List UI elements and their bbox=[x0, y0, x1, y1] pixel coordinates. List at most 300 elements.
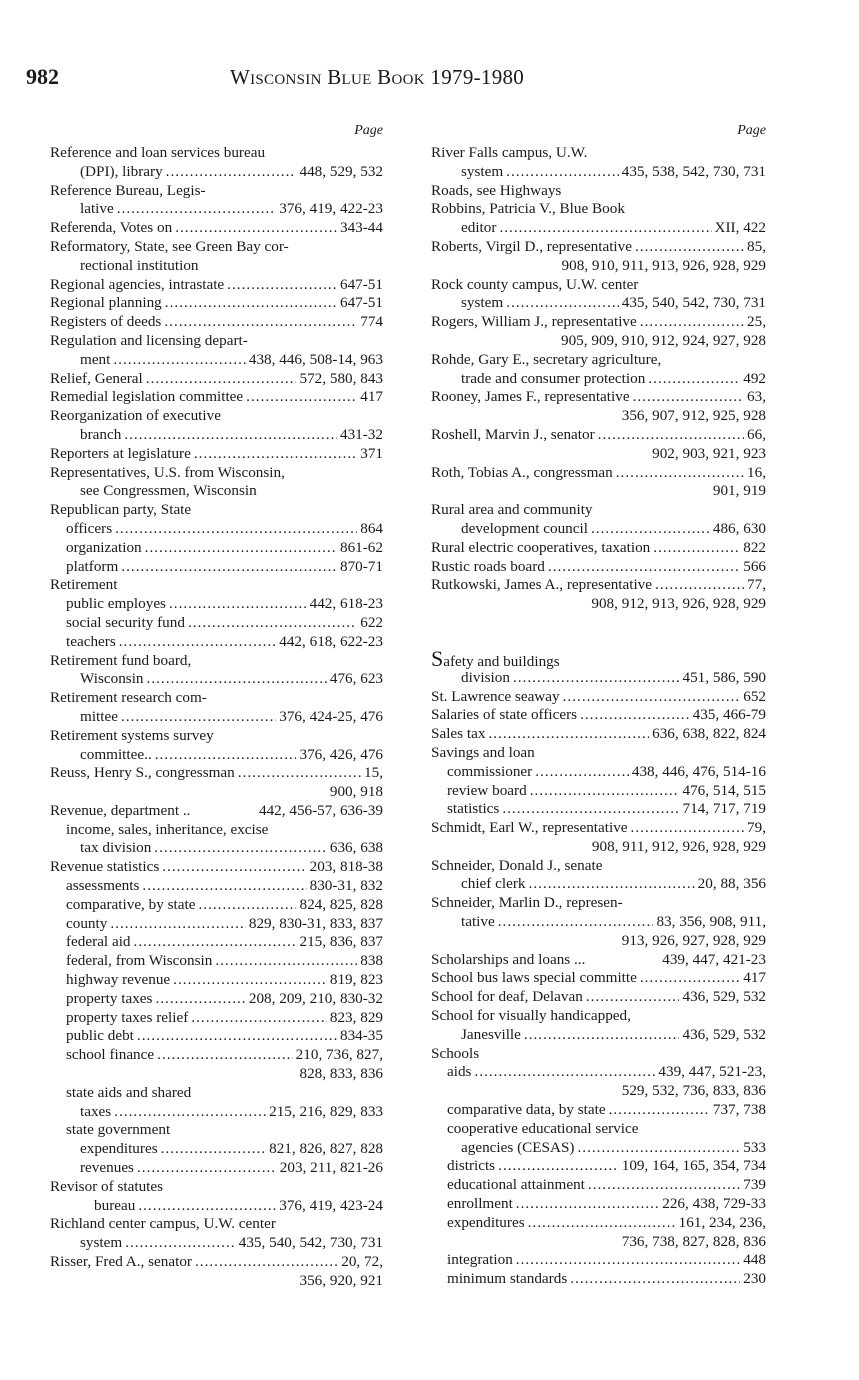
page-references: 436, 529, 532 bbox=[682, 988, 766, 1006]
dot-leader bbox=[137, 1027, 337, 1046]
entry-text: Rustic roads board bbox=[431, 557, 545, 575]
dot-leader bbox=[134, 933, 297, 952]
index-entry bbox=[50, 670, 383, 689]
index-entry bbox=[431, 558, 766, 577]
page-references: 448, 529, 532 bbox=[299, 162, 383, 180]
index-entry bbox=[431, 182, 766, 201]
entry-text: Reuss, Henry S., congressman bbox=[50, 764, 235, 782]
entry-text: Registers of deeds bbox=[50, 313, 162, 331]
index-entry-continuation bbox=[50, 1272, 383, 1291]
dot-leader bbox=[586, 988, 680, 1007]
entry-text: Schneider, Marlin D., represen- bbox=[431, 894, 623, 912]
dot-leader bbox=[598, 426, 744, 445]
index-entry bbox=[50, 821, 383, 840]
dot-leader bbox=[227, 276, 337, 295]
dot-leader bbox=[195, 1253, 338, 1272]
page-column-label: Page bbox=[354, 123, 383, 138]
index-entry bbox=[50, 482, 383, 501]
dot-leader bbox=[162, 858, 306, 877]
index-entry bbox=[431, 1120, 766, 1139]
index-entry bbox=[431, 669, 766, 688]
index-entry bbox=[431, 1195, 766, 1214]
entry-text: bureau bbox=[94, 1196, 136, 1214]
dot-leader bbox=[655, 576, 744, 595]
running-title: Wisconsin Blue Book 1979-1980 bbox=[230, 65, 525, 89]
page-references: 442, 618, 622-23 bbox=[279, 632, 383, 650]
entry-text: St. Lawrence seaway bbox=[431, 687, 560, 705]
index-entry bbox=[50, 614, 383, 633]
page-references: 109, 164, 165, 354, 734 bbox=[621, 1157, 766, 1175]
index-entry bbox=[50, 144, 383, 163]
index-entry bbox=[50, 520, 383, 539]
page-references: 822 bbox=[743, 538, 766, 556]
entry-text: Safety and buildings bbox=[431, 645, 560, 671]
page-references: 823, 829 bbox=[329, 1008, 383, 1026]
entry-text: tax division bbox=[80, 839, 152, 857]
entry-text: assessments bbox=[66, 877, 140, 895]
dot-leader bbox=[121, 558, 337, 577]
index-entry bbox=[50, 1027, 383, 1046]
dot-leader bbox=[155, 990, 245, 1009]
entry-text: Revenue, department .. bbox=[50, 801, 191, 819]
entry-text: Roshell, Marvin J., senator bbox=[431, 425, 595, 443]
entry-text: chief clerk bbox=[461, 875, 526, 893]
index-entry bbox=[431, 1007, 766, 1026]
entry-text: Relief, General bbox=[50, 369, 143, 387]
entry-text: Revenue statistics bbox=[50, 858, 160, 876]
entry-text: Referenda, Votes on bbox=[50, 219, 173, 237]
dot-leader bbox=[157, 1046, 293, 1065]
page-references: 566 bbox=[743, 557, 766, 575]
page-references: 451, 586, 590 bbox=[682, 668, 766, 686]
dot-leader bbox=[640, 969, 740, 988]
entry-text: Schools bbox=[431, 1044, 480, 1062]
entry-text: Retirement bbox=[50, 576, 118, 594]
entry-text: state aids and shared bbox=[66, 1083, 192, 1101]
page-references: 622 bbox=[360, 613, 383, 631]
index-entry-continuation bbox=[431, 838, 766, 857]
entry-text: Richland center campus, U.W. center bbox=[50, 1215, 276, 1233]
entry-text: taxes bbox=[80, 1102, 112, 1120]
index-entry-continuation bbox=[431, 1082, 766, 1101]
index-entry bbox=[50, 426, 383, 445]
page-references: 417 bbox=[360, 388, 383, 406]
entry-text: Revisor of statutes bbox=[50, 1177, 164, 1195]
page-references: 436, 529, 532 bbox=[682, 1025, 766, 1043]
entry-text: property taxes relief bbox=[66, 1008, 189, 1026]
page-references: 435, 540, 542, 730, 731 bbox=[238, 1234, 383, 1252]
index-entry bbox=[50, 407, 383, 426]
dot-leader bbox=[114, 1103, 266, 1122]
index-entry bbox=[50, 558, 383, 577]
index-entry-continuation bbox=[50, 783, 383, 802]
entry-text: River Falls campus, U.W. bbox=[431, 144, 588, 161]
index-entry bbox=[50, 1009, 383, 1028]
dot-leader bbox=[498, 1157, 619, 1176]
index-entry bbox=[50, 276, 383, 295]
page-references: 203, 211, 821-26 bbox=[279, 1159, 383, 1177]
dot-leader bbox=[124, 426, 337, 445]
page-references: 901, 919 bbox=[712, 482, 766, 500]
index-entry bbox=[50, 464, 383, 483]
entry-text: county bbox=[66, 914, 108, 932]
entry-text: Remedial legislation committee bbox=[50, 388, 244, 406]
page-references: 870-71 bbox=[339, 557, 383, 575]
page-header bbox=[26, 64, 826, 94]
entry-text: system bbox=[80, 1234, 123, 1252]
page-references: 476, 623 bbox=[329, 670, 383, 688]
dot-leader bbox=[488, 725, 649, 744]
index-entry bbox=[50, 689, 383, 708]
dot-leader bbox=[175, 219, 337, 238]
page-references: 636, 638, 822, 824 bbox=[652, 725, 766, 743]
dot-leader bbox=[609, 1101, 710, 1120]
dot-leader bbox=[161, 1140, 266, 1159]
entry-text: committee.. bbox=[80, 745, 152, 763]
entry-text: review board bbox=[447, 781, 527, 799]
page-references: 16, bbox=[747, 463, 766, 481]
entry-text: integration bbox=[447, 1251, 513, 1269]
index-entry bbox=[431, 1157, 766, 1176]
entry-text: Reporters at legislature bbox=[50, 444, 191, 462]
page-references: 913, 926, 927, 928, 929 bbox=[621, 931, 766, 949]
index-entry bbox=[50, 839, 383, 858]
entry-text: social security fund bbox=[66, 613, 185, 631]
dot-leader bbox=[524, 1026, 680, 1045]
entry-text: federal, from Wisconsin bbox=[66, 952, 213, 970]
entry-text: Regulation and licensing depart- bbox=[50, 331, 248, 349]
index-entry bbox=[431, 1045, 766, 1064]
index-entry-continuation bbox=[431, 595, 766, 614]
page-references: 908, 911, 912, 926, 928, 929 bbox=[591, 837, 766, 855]
page-references: 376, 426, 476 bbox=[299, 745, 383, 763]
page-references: 442, 456-57, 636-39 bbox=[258, 801, 383, 819]
dot-leader bbox=[117, 200, 276, 219]
entry-text: federal aid bbox=[66, 933, 131, 951]
page-references: 77, bbox=[747, 576, 766, 594]
page-references: 356, 920, 921 bbox=[299, 1271, 383, 1289]
index-entry bbox=[431, 388, 766, 407]
index-entry bbox=[50, 764, 383, 783]
dot-leader bbox=[198, 896, 296, 915]
index-entry bbox=[50, 1084, 383, 1103]
page-references: 343-44 bbox=[339, 219, 383, 237]
page-references: 828, 833, 836 bbox=[299, 1065, 383, 1083]
dot-leader bbox=[580, 706, 690, 725]
index-entry bbox=[50, 595, 383, 614]
index-entry bbox=[50, 1253, 383, 1272]
entry-text: Rutkowski, James A., representative bbox=[431, 576, 653, 594]
dot-leader bbox=[115, 520, 357, 539]
dot-leader bbox=[119, 633, 276, 652]
page-references: 439, 447, 421-23 bbox=[662, 950, 766, 968]
index-entry-continuation bbox=[50, 1065, 383, 1084]
entry-text: Regional agencies, intrastate bbox=[50, 275, 225, 293]
entry-text: expenditures bbox=[447, 1213, 525, 1231]
page-references: 774 bbox=[360, 313, 383, 331]
entry-text: Scholarships and loans ... bbox=[431, 950, 586, 968]
index-entry bbox=[50, 896, 383, 915]
index-entry bbox=[50, 332, 383, 351]
dot-leader bbox=[653, 539, 740, 558]
page-references: 376, 424-25, 476 bbox=[279, 707, 383, 725]
entry-text: lative bbox=[80, 200, 114, 218]
index-entry bbox=[50, 971, 383, 990]
index-entry bbox=[50, 388, 383, 407]
page-references: 824, 825, 828 bbox=[299, 895, 383, 913]
entry-text: Regional planning bbox=[50, 294, 162, 312]
dot-leader bbox=[146, 370, 297, 389]
index-entry bbox=[431, 576, 766, 595]
page-references: 215, 836, 837 bbox=[299, 933, 383, 951]
page-references: 647-51 bbox=[339, 275, 383, 293]
page-references: 15, bbox=[364, 764, 383, 782]
index-entry bbox=[50, 727, 383, 746]
dot-leader bbox=[169, 595, 307, 614]
entry-text: editor bbox=[461, 219, 497, 237]
entry-text: division bbox=[461, 668, 510, 686]
entry-text: see Congressmen, Wisconsin bbox=[80, 482, 257, 500]
entry-text: Retirement fund board, bbox=[50, 651, 192, 669]
page-references: 714, 717, 719 bbox=[682, 800, 766, 818]
page-references: 652 bbox=[743, 687, 766, 705]
dot-leader bbox=[238, 764, 361, 783]
index-entry bbox=[50, 1234, 383, 1253]
entry-text: Retirement systems survey bbox=[50, 726, 214, 744]
dot-leader bbox=[138, 1197, 276, 1216]
page-references: 356, 907, 912, 925, 928 bbox=[621, 407, 766, 425]
entry-text: system bbox=[461, 162, 504, 180]
index-entry bbox=[50, 633, 383, 652]
page-references: 636, 638 bbox=[329, 839, 383, 857]
index-entry bbox=[431, 219, 766, 238]
dot-leader bbox=[577, 1139, 740, 1158]
entry-text: Rural electric cooperatives, taxation bbox=[431, 538, 651, 556]
page-references: 486, 630 bbox=[712, 519, 766, 537]
entry-text: Representatives, U.S. from Wisconsin, bbox=[50, 463, 285, 481]
entry-text: ment bbox=[80, 350, 111, 368]
page-references: 83, 356, 908, 911, bbox=[656, 913, 766, 931]
entry-text: Rohde, Gary E., secretary agriculture, bbox=[431, 350, 662, 368]
page-references: XII, 422 bbox=[714, 219, 766, 237]
index-entry bbox=[50, 1103, 383, 1122]
index-entries-left bbox=[50, 144, 383, 1291]
entry-text: organization bbox=[66, 538, 142, 556]
page-references: 819, 823 bbox=[329, 971, 383, 989]
index-entry bbox=[50, 990, 383, 1009]
index-entry bbox=[431, 294, 766, 313]
entry-text: Robbins, Patricia V., Blue Book bbox=[431, 200, 625, 218]
entry-text: Reformatory, State, see Green Bay cor- bbox=[50, 237, 289, 255]
page-references: 864 bbox=[360, 519, 383, 537]
index-entry bbox=[431, 688, 766, 707]
entry-text: public debt bbox=[66, 1027, 134, 1045]
index-column-right bbox=[431, 122, 766, 1289]
dot-leader bbox=[113, 351, 245, 370]
dot-leader bbox=[648, 370, 740, 389]
index-entry bbox=[50, 1197, 383, 1216]
index-entry bbox=[431, 645, 766, 671]
dot-leader bbox=[498, 913, 654, 932]
index-entry-continuation bbox=[431, 1233, 766, 1252]
entry-text: Rural area and community bbox=[431, 501, 593, 519]
page-references: 736, 738, 827, 828, 836 bbox=[621, 1232, 766, 1250]
index-entry bbox=[431, 520, 766, 539]
entry-text: income, sales, inheritance, excise bbox=[66, 820, 269, 838]
dot-leader bbox=[164, 313, 357, 332]
dot-leader bbox=[502, 800, 679, 819]
dot-leader bbox=[635, 238, 744, 257]
entry-text: Reference and loan services bureau bbox=[50, 144, 266, 161]
entry-text: commissioner bbox=[447, 762, 533, 780]
dot-leader bbox=[166, 163, 297, 182]
entry-text: Janesville bbox=[461, 1025, 521, 1043]
entry-text: School for visually handicapped, bbox=[431, 1007, 631, 1025]
dot-leader bbox=[147, 670, 327, 689]
entry-text: teachers bbox=[66, 632, 116, 650]
entry-text: revenues bbox=[80, 1159, 134, 1177]
dot-leader bbox=[246, 388, 357, 407]
index-entry bbox=[50, 933, 383, 952]
dot-leader bbox=[528, 1214, 676, 1233]
index-entry-continuation bbox=[431, 257, 766, 276]
index-entry bbox=[50, 802, 383, 821]
page-references: 572, 580, 843 bbox=[299, 369, 383, 387]
page-references: 208, 209, 210, 830-32 bbox=[248, 989, 383, 1007]
index-entry bbox=[50, 877, 383, 896]
entry-text: Rock county campus, U.W. center bbox=[431, 275, 639, 293]
dot-leader bbox=[142, 877, 306, 896]
entry-text: Savings and loan bbox=[431, 743, 535, 761]
entry-text: Schmidt, Earl W., representative bbox=[431, 819, 628, 837]
index-entry bbox=[431, 313, 766, 332]
index-entry bbox=[50, 182, 383, 201]
page-references: 85, bbox=[747, 237, 766, 255]
page-references: 435, 540, 542, 730, 731 bbox=[621, 294, 766, 312]
index-entry bbox=[50, 1140, 383, 1159]
index-entry bbox=[50, 858, 383, 877]
letter-section-gap bbox=[431, 614, 766, 650]
entry-text: enrollment bbox=[447, 1195, 513, 1213]
page-references: 834-35 bbox=[339, 1027, 383, 1045]
page-references: 417 bbox=[743, 969, 766, 987]
index-entry bbox=[431, 1270, 766, 1289]
index-entry-continuation bbox=[431, 932, 766, 951]
page-references: 492 bbox=[743, 369, 766, 387]
index-entry bbox=[431, 144, 766, 163]
dot-leader bbox=[570, 1270, 740, 1289]
page-references: 431-32 bbox=[339, 425, 383, 443]
dot-leader bbox=[513, 669, 680, 688]
index-column-left bbox=[50, 122, 383, 1291]
dot-leader bbox=[529, 875, 695, 894]
index-entry bbox=[50, 313, 383, 332]
index-entry bbox=[431, 951, 766, 970]
dot-leader bbox=[173, 971, 327, 990]
page-references: 905, 909, 910, 912, 924, 927, 928 bbox=[560, 331, 766, 349]
index-entry bbox=[50, 257, 383, 276]
dot-leader bbox=[516, 1195, 659, 1214]
index-entry bbox=[431, 782, 766, 801]
entry-text: Roth, Tobias A., congressman bbox=[431, 463, 613, 481]
dot-leader bbox=[506, 163, 619, 182]
dot-leader bbox=[631, 819, 744, 838]
index-entry bbox=[431, 725, 766, 744]
dot-leader bbox=[530, 782, 680, 801]
index-entry bbox=[50, 539, 383, 558]
dot-leader bbox=[215, 952, 357, 971]
dot-leader bbox=[535, 763, 629, 782]
index-entry bbox=[431, 1176, 766, 1195]
page-references: 830-31, 832 bbox=[309, 877, 383, 895]
entry-text: tative bbox=[461, 913, 495, 931]
entry-text: Rogers, William J., representative bbox=[431, 313, 637, 331]
page-references: 25, bbox=[747, 313, 766, 331]
entry-text: development council bbox=[461, 519, 588, 537]
page-references: 79, bbox=[747, 819, 766, 837]
entry-text: Republican party, State bbox=[50, 501, 192, 519]
index-entry bbox=[431, 913, 766, 932]
index-entry bbox=[431, 370, 766, 389]
index-entry bbox=[431, 1139, 766, 1158]
page-references: 63, bbox=[747, 388, 766, 406]
index-entry bbox=[431, 1063, 766, 1082]
index-entry bbox=[50, 351, 383, 370]
dot-leader bbox=[137, 1159, 277, 1178]
index-entry bbox=[431, 351, 766, 370]
index-entry bbox=[431, 988, 766, 1007]
index-entry bbox=[50, 200, 383, 219]
index-entry bbox=[431, 238, 766, 257]
entry-text: trade and consumer protection bbox=[461, 369, 646, 387]
index-entry bbox=[431, 800, 766, 819]
page-references: 533 bbox=[743, 1138, 766, 1156]
index-entry bbox=[50, 163, 383, 182]
page-references: 161, 234, 236, bbox=[678, 1213, 766, 1231]
entry-text: Salaries of state officers bbox=[431, 706, 578, 724]
page-references: 20, 88, 356 bbox=[697, 875, 766, 893]
page-number: 982 bbox=[26, 64, 59, 89]
index-entry bbox=[431, 1101, 766, 1120]
page-references: 739 bbox=[743, 1176, 766, 1194]
dot-leader bbox=[548, 558, 740, 577]
entry-text: state government bbox=[66, 1121, 171, 1139]
page-references: 376, 419, 423-24 bbox=[279, 1196, 383, 1214]
index-entry bbox=[431, 894, 766, 913]
entry-text: districts bbox=[447, 1157, 496, 1175]
index-entry bbox=[50, 746, 383, 765]
entry-text: Roads, see Highways bbox=[431, 181, 562, 199]
index-entry bbox=[50, 294, 383, 313]
index-entry bbox=[50, 445, 383, 464]
entry-text: platform bbox=[66, 557, 119, 575]
page-references: 439, 447, 521-23, bbox=[658, 1063, 766, 1081]
index-entry bbox=[431, 1214, 766, 1233]
dot-leader bbox=[165, 294, 337, 313]
entry-text: School bus laws special committe bbox=[431, 969, 637, 987]
dot-leader bbox=[516, 1251, 740, 1270]
entry-text: Rooney, James F., representative bbox=[431, 388, 630, 406]
page-references: 371 bbox=[360, 444, 383, 462]
index-entry bbox=[431, 744, 766, 763]
page-references: 438, 446, 476, 514-16 bbox=[631, 762, 766, 780]
index-entry bbox=[431, 464, 766, 483]
dot-leader bbox=[499, 219, 711, 238]
index-entry bbox=[50, 219, 383, 238]
index-entry bbox=[50, 708, 383, 727]
page-references: 203, 818-38 bbox=[309, 858, 383, 876]
index-entry bbox=[50, 652, 383, 671]
